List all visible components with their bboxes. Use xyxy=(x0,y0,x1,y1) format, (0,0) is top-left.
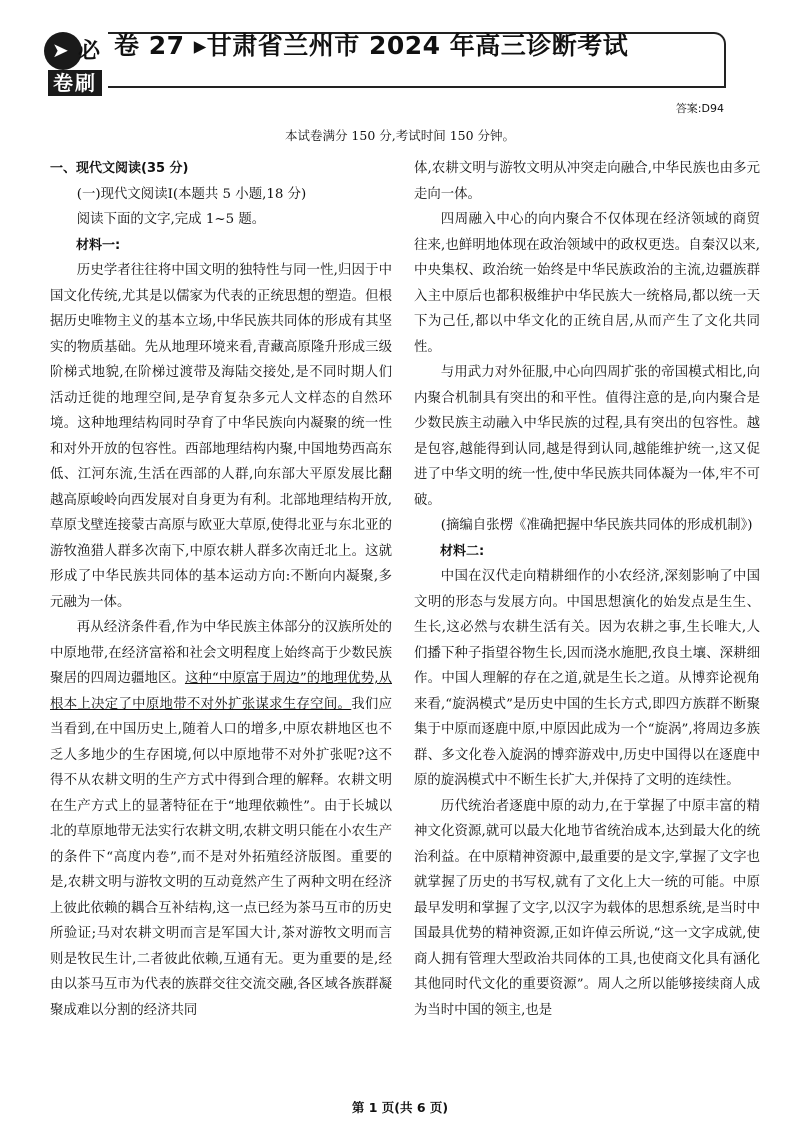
page-number: 第 1 页(共 6 页) xyxy=(351,1100,449,1115)
right-column xyxy=(414,156,760,1023)
instruction: 阅读下面的文字,完成 1~5 题。 xyxy=(76,212,266,227)
subsection-heading: (一)现代文阅读Ⅰ(本题共 5 小题,18 分) xyxy=(76,186,307,202)
section-heading: 一、现代文阅读(35 分) xyxy=(50,161,189,176)
arrow-icon: ➤ xyxy=(52,38,69,62)
underlined-sentence: 这种“中原富于周边”的地理优势,从根本上决定了中原地带不对外扩张谋求生存空间。 xyxy=(50,671,392,712)
paragraph: 中国在汉代走向精耕细作的小农经济,深刻影响了中国文明的形态与发展方向。中国思想演化的始发点是生生、生长,这必然与农耕生活有关。因为农耕之事,生长唯大,人们播下种子指望谷物生长,因而浇水施肥,孜良土壤、深耕细作。中国人理解的存在之道,就是生长之道。从博弈论视角来看,“旋涡模式”是历史中国的生长方式,即四方族群不断聚集于中原而逐鹿中原,中原因此成为一个“旋涡”,将周边多族群、多文化卷入旋涡的博弈游戏中,历史中国得以在逐鹿中原的旋涡模式中不断生长扩大,并保持了文明的连续性。 xyxy=(414,569,760,788)
logo-bottom-text: 卷刷 xyxy=(48,70,102,96)
exam-info: 本试卷满分 150 分,考试时间 150 分钟。 xyxy=(284,128,516,143)
paragraph: 体,农耕文明与游牧文明从冲突走向融合,中华民族也由多元走向一体。 xyxy=(414,161,760,202)
source-note: (摘编自张楞《准确把握中华民族共同体的形成机制》) xyxy=(440,518,753,533)
left-column xyxy=(50,156,392,1023)
text-span: 我们应当看到,在中国历史上,随着人口的增多,中原农耕地区也不乏人多地少的生存困境,何以中原地带不对外扩张呢?这不得不从农耕文明的生产方式中得到合理的解释。农耕文明在生产方式上的显著特征在于“地理依赖性”。由于长城以北的草原地带无法实行农耕文明,农耕文明只能在小农生产的条件下“高度内卷”,而不是对外拓殖经济版图。重要的是,农耕文明与游牧文明的互动竟然产生了两种文明在经济上彼此依赖的耦合互补结构,这一点已经为茶马互市的历史所验证;马对农耕文明而言是军国大计,茶对游牧文明而言则是牧民生计,二者彼此依赖,互通有无。更为重要的是,经由以茶马互市为代表的族群交往交流交融,各区域各族群凝聚成难以分割的经济共同 xyxy=(50,696,393,1018)
paragraph: 与用武力对外征服,中心向四周扩张的帝国模式相比,向内聚合机制具有突出的和平性。值得注意的是,向内聚合是少数民族主动融入中华民族的过程,具有突出的包容性。越是包容,越能得到认同,越是得到认同,越能维护统一,这又促进了中华文明的统一性,使中华民族共同体凝为一体,牢不可破。 xyxy=(414,365,760,508)
text-span: 再从经济条件看,作为中华民族主体部分的汉族所处的中原地带,在经济富裕和社会文明程度上始终高于少数民族聚居的四周边疆地区。 xyxy=(50,620,392,686)
answer-code: 答案:D94 xyxy=(675,102,724,115)
paragraph: 历代统治者逐鹿中原的动力,在于掌握了中原丰富的精神文化资源,就可以最大化地节省统治成本,达到最大化的统治利益。在中原精神资源中,最重要的是文字,掌握了文字也就掌握了历史的书写权,就有了文化上大一统的可能。中原最早发明和掌握了文字,以汉字为载体的思想系统,是当时中国最具优势的精神资源,正如许倬云所说,“这一文字成就,使商人拥有管理大型政治共同体的工具,也使商文化具有涵化其他同时代文化的重要资源”。周人之所以能够接续商人成为当时中国的领主,也是 xyxy=(414,798,760,1018)
logo xyxy=(44,32,104,94)
page-title: 卷 27 ▸甘肃省兰州市 2024 年高三诊断考试 xyxy=(114,31,629,60)
material-one-label: 材料一: xyxy=(76,237,121,253)
logo-top-text: 必 xyxy=(78,39,101,64)
paragraph: 四周融入中心的向内聚合不仅体现在经济领域的商贸往来,也鲜明地体现在政治领域中的政权更迭。自秦汉以来,中央集权、政治统一始终是中华民族政治的主流,边疆族群入主中原后也都积极维护中华民族大一统格局,都以统一天下为己任,都以中华文化的正统自居,从而产生了文化共同性。 xyxy=(414,212,760,355)
paragraph xyxy=(50,615,392,1023)
paragraph: 历史学者往往将中国文明的独特性与同一性,归因于中国文化传统,尤其是以儒家为代表的正统思想的塑造。但根据历史唯物主义的基本立场,中华民族共同体的形成有其坚实的物质基础。先从地理环境来看,青藏高原隆升形成三级阶梯式地貌,在阶梯过渡带及海陆交接处,是不同时期人们活动迁徙的地理空间,是孕育复杂多元人文样态的自然环境。这种地理结构同时孕育了中华民族向内凝聚的统一性和对外开放的包容性。西部地理结构内聚,中国地势西高东低、江河东流,生活在西部的人群,向东部大平原发展比翻越高原峻岭向西发展对自身更为有利。北部地理结构开放,草原戈壁连接蒙古高原与欧亚大草原,使得北亚与东北亚的游牧渔猎人群多次南下,中原农耕人群多次南迁北上。这就形成了中华民族共同体的基本运动方向:不断向内凝聚,多元融为一体。 xyxy=(50,263,392,610)
material-two-label: 材料二: xyxy=(440,543,485,559)
logo-circle xyxy=(44,32,82,70)
